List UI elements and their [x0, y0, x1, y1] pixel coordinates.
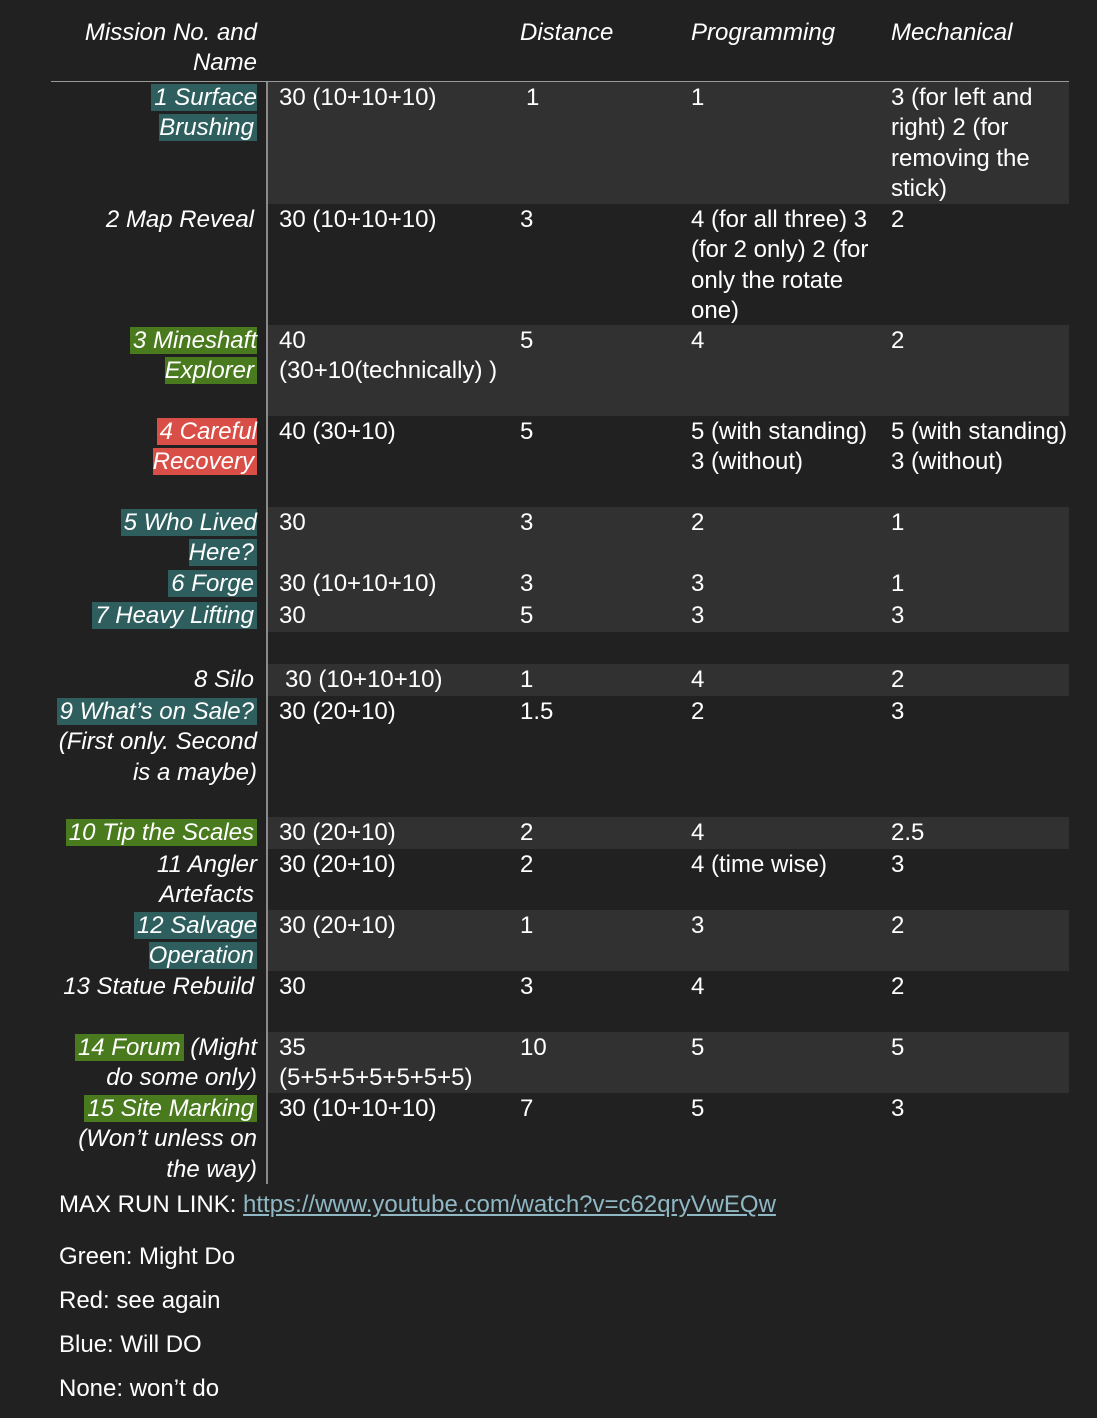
distance-value: 3 — [520, 509, 534, 536]
mission-name: 7 Heavy Lifting — [92, 602, 257, 629]
distance-value: 2 — [520, 819, 534, 846]
distance-value: 1 — [520, 666, 534, 693]
mission-name-cell — [52, 850, 257, 911]
programming-value: 4 — [691, 666, 705, 693]
mission-name: 14 Forum — [75, 1034, 184, 1061]
mechanical-value: 2 — [891, 666, 905, 693]
max-run-link[interactable]: https://www.youtube.com/watch?v=c62qryVwEQw — [243, 1191, 776, 1218]
mission-name: 15 Site Marking — [84, 1095, 257, 1122]
programming-value: 4 — [691, 973, 705, 1000]
mechanical-value: 2.5 — [891, 819, 925, 846]
mission-note: (Might do some only) — [106, 1034, 257, 1092]
distance-value: 5 — [520, 327, 534, 354]
mechanical-value: 5 (with standing) 3 (without) — [891, 418, 1068, 476]
points-value: 30 (10+10+10) — [279, 206, 437, 233]
programming-value: 1 — [691, 84, 705, 111]
column-divider — [266, 82, 268, 1184]
mechanical-value: 1 — [891, 509, 905, 536]
mission-name-cell — [52, 326, 257, 387]
mission-name: 1 Surface Brushing — [151, 84, 257, 141]
mission-name-cell — [52, 601, 257, 631]
distance-value: 3 — [520, 206, 534, 233]
mission-name-cell — [52, 508, 257, 569]
points-value: 30 (10+10+10) — [279, 84, 437, 111]
distance-value: 3 — [520, 973, 534, 1000]
max-run-line — [59, 1190, 776, 1220]
programming-value: 4 (time wise) — [691, 851, 828, 878]
mission-name-cell — [52, 911, 257, 972]
mission-name-cell — [52, 972, 257, 1002]
distance-value: 5 — [520, 418, 534, 445]
programming-value: 5 — [691, 1034, 705, 1061]
programming-value: 4 (for all three) 3 (for 2 only) 2 (for only the rotate one) — [691, 206, 869, 325]
points-value: 30 (20+10) — [279, 912, 396, 939]
distance-value: 1 — [526, 84, 540, 111]
mission-name: 3 Mineshaft Explorer — [130, 327, 257, 384]
legend-none: None: won’t do — [59, 1375, 220, 1402]
points-value: 40 (30+10) — [279, 418, 396, 445]
points-value: 30 (20+10) — [279, 819, 396, 846]
points-value: 40 (30+10(technically) ) — [279, 327, 498, 385]
points-value: 30 — [279, 602, 306, 629]
points-value: 30 (10+10+10) — [285, 666, 443, 693]
mission-name: 12 Salvage Operation — [134, 912, 257, 969]
mechanical-value: 5 — [891, 1034, 905, 1061]
mission-name: 5 Who Lived Here? — [121, 509, 257, 566]
points-value: 30 — [279, 973, 306, 1000]
mission-name: 11 Angler Artefacts — [156, 851, 257, 909]
mechanical-value: 3 — [891, 698, 905, 725]
mission-name: 2 Map Reveal — [105, 206, 254, 233]
mission-name: 13 Statue Rebuild — [63, 973, 254, 1000]
programming-value: 3 — [691, 570, 705, 597]
mission-name: 6 Forge — [168, 570, 257, 597]
mechanical-value: 3 — [891, 851, 905, 878]
header-mission-name: Mission No. and Name — [84, 19, 257, 76]
mission-name: 9 What’s on Sale? — [57, 698, 257, 725]
mission-name-cell — [52, 665, 257, 695]
distance-value: 1.5 — [520, 698, 554, 725]
programming-value: 3 — [691, 602, 705, 629]
mission-name-cell — [52, 83, 257, 144]
mission-name-cell — [52, 697, 257, 788]
programming-value: 3 — [691, 912, 705, 939]
header-distance: Distance — [520, 19, 614, 46]
mission-name-cell — [52, 417, 257, 478]
mission-name: 4 Careful Recovery — [152, 418, 257, 476]
mechanical-value: 3 — [891, 602, 905, 629]
legend-green: Green: Might Do — [59, 1243, 236, 1270]
header-programming: Programming — [691, 19, 836, 46]
points-value: 30 (10+10+10) — [279, 1095, 437, 1122]
mission-name: 10 Tip the Scales — [66, 819, 257, 846]
distance-value: 5 — [520, 602, 534, 629]
header-mechanical: Mechanical — [891, 19, 1013, 46]
programming-value: 5 (with standing) 3 (without) — [691, 418, 868, 476]
distance-value: 1 — [520, 912, 534, 939]
distance-value: 2 — [520, 851, 534, 878]
legend-red: Red: see again — [59, 1287, 221, 1314]
mission-name-cell — [52, 205, 257, 235]
programming-value: 2 — [691, 698, 705, 725]
mission-name-cell — [52, 818, 257, 848]
mission-note: (Won’t unless on the way) — [78, 1125, 257, 1183]
programming-value: 4 — [691, 327, 705, 354]
mission-note: (First only. Second is a maybe) — [58, 728, 257, 786]
points-value: 30 (10+10+10) — [279, 570, 437, 597]
distance-value: 7 — [520, 1095, 534, 1122]
mission-name-cell — [52, 1094, 257, 1185]
mechanical-value: 2 — [891, 912, 905, 939]
mechanical-value: 3 (for left and right) 2 (for removing the stick) — [891, 84, 1033, 203]
programming-value: 2 — [691, 509, 705, 536]
programming-value: 4 — [691, 819, 705, 846]
programming-value: 5 — [691, 1095, 705, 1122]
mission-name: 8 Silo — [193, 666, 254, 693]
mechanical-value: 2 — [891, 327, 905, 354]
mechanical-value: 3 — [891, 1095, 905, 1122]
mechanical-value: 2 — [891, 206, 905, 233]
mechanical-value: 2 — [891, 973, 905, 1000]
points-value: 30 (20+10) — [279, 698, 396, 725]
distance-value: 3 — [520, 570, 534, 597]
max-run-label: MAX RUN LINK: — [59, 1191, 244, 1218]
points-value: 30 — [279, 509, 306, 536]
points-value: 35 (5+5+5+5+5+5+5) — [279, 1034, 473, 1092]
legend-blue: Blue: Will DO — [59, 1331, 202, 1358]
mission-name-cell — [52, 569, 257, 599]
points-value: 30 (20+10) — [279, 851, 396, 878]
distance-value: 10 — [520, 1034, 547, 1061]
mechanical-value: 1 — [891, 570, 905, 597]
mission-name-cell — [52, 1033, 257, 1094]
